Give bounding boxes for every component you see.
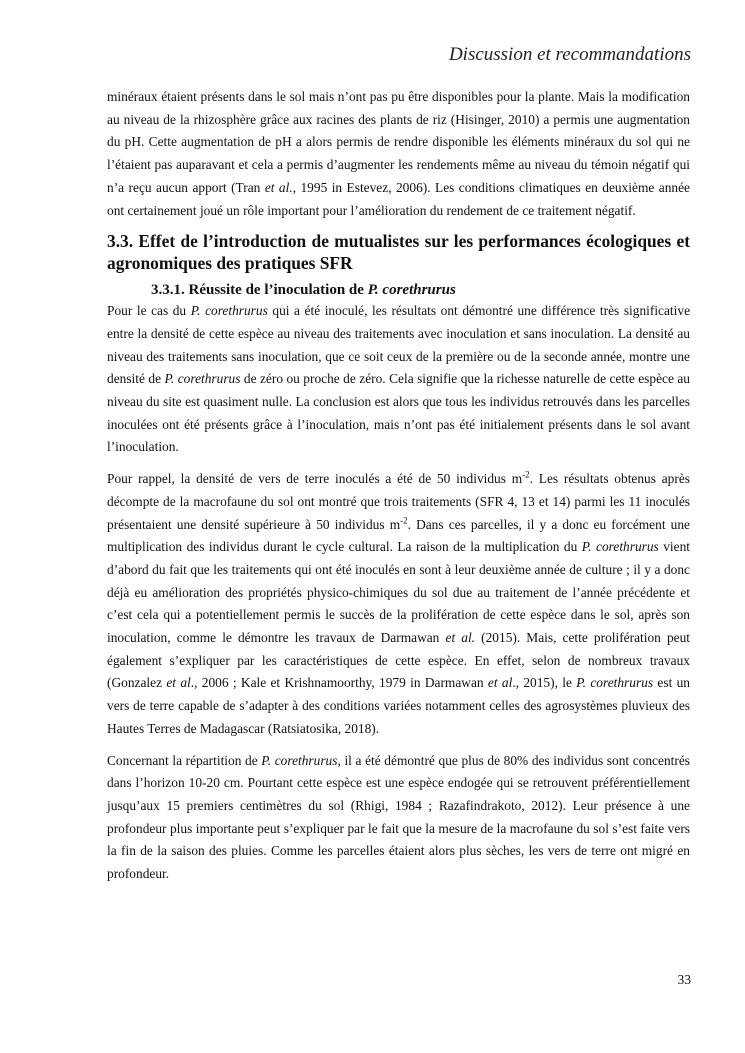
text-run: est un vers de terre capable de s’adapter à des conditions variées notamment celles des agrosystèmes pluvieux des Hautes Terres de Madagascar (Ratsiatosika, 2018). bbox=[107, 675, 690, 736]
italic-run: et al. bbox=[264, 179, 293, 195]
text-run: , il a été démontré que plus de 80% des individus sont concentrés dans l’horizon 10-20 cm. Pourtant cette espèce est une espèce endogée qui se retrouvent préférentiellement jusqu’aux 15 premiers centimètres du sol (Rhigi, 1984 ; Razafindrakoto, 2012). Leur présence à une profondeur plus importante peut s’expliquer par le fait que la mesure de la macrofaune du sol s’est faite vers la fin de la saison des pluies. Comme les parcelles étaient alors plus sèches, les vers de terre ont migré en profondeur. bbox=[107, 752, 690, 882]
species-name: P. corethrurus bbox=[581, 539, 659, 555]
heading-text: 3.3.1. Réussite de l’inoculation de bbox=[151, 282, 368, 299]
paragraph-1 bbox=[107, 86, 690, 222]
text-run: minéraux étaient présents dans le sol mais n’ont pas pu être disponibles pour la plante. Mais la modification au niveau de la rhizosphère grâce aux racines des plants de riz (Hisinger, 2010) a permis une augmentation du pH. Cette augmentation de pH a alors permis de rendre disponible les éléments minéraux du sol qui ne l’étaient pas auparavant et cela a permis d’augmenter les rendements même au niveau du témoin négatif qui n’a reçu aucun apport (Tran bbox=[107, 89, 690, 195]
text-run: de zéro ou proche de zéro. Cela signifie que la richesse naturelle de cette espèce au niveau du site est quasiment nulle. La conclusion est alors que tous les individus retrouvés dans les parcelles inoculées ont été présents grâce à l’inoculation, mais n’ont pas été initialement présents dans le sol avant l’inoculation. bbox=[107, 371, 690, 455]
italic-run: et al. bbox=[445, 630, 476, 646]
text-run: (2015). Mais, cette prolifération peut également s’expliquer par les caractéristiques de cette espèce. En effet, selon de nombreux travaux (Gonzalez bbox=[107, 630, 691, 691]
species-name: P. corethrurus bbox=[576, 675, 654, 691]
superscript: -2 bbox=[522, 469, 530, 480]
text-run: Pour rappel, la densité de vers de terre inoculés a été de 50 individus m bbox=[107, 471, 523, 487]
paragraph-4 bbox=[107, 750, 690, 886]
page-body bbox=[107, 86, 690, 886]
running-header: Discussion et recommandations bbox=[448, 44, 691, 65]
superscript: -2 bbox=[400, 515, 408, 526]
text-run: , 1995 in Estevez, 2006). Les conditions climatiques en deuxième année ont certainement joué un rôle important pour l’amélioration du rendement de ce traitement négatif. bbox=[107, 179, 690, 218]
text-run: vient d’abord du fait que les traitements qui ont été inoculés en sont à leur deuxième année de culture ; il y a donc déjà eu amélioration des propriétés physico-chimiques du sol due au traitement de l’année précédente et c’est cela qui a potentiellement permis le succès de la prolifération de cette espèce dans le sol, après son inoculation, comme le démontre les travaux de Darmawan bbox=[107, 539, 691, 646]
species-name: P. corethrurus bbox=[164, 371, 241, 387]
text-run: . Dans ces parcelles, il y a donc eu forcément une multiplication des individus durant le cycle cultural. La raison de la multiplication du bbox=[107, 516, 690, 555]
page-number: 33 bbox=[677, 972, 691, 987]
species-name: P. corethrurus bbox=[261, 752, 338, 768]
text-run: Pour le cas du bbox=[107, 303, 191, 319]
italic-run: et al bbox=[166, 675, 191, 691]
text-run: Concernant la répartition de bbox=[107, 752, 262, 768]
species-name: P. corethrurus bbox=[190, 303, 268, 319]
text-run: . Les résultats obtenus après décompte de la macrofaune du sol ont montré que trois traitements (SFR 4, 13 et 14) parmi les 11 inoculés présentaient une densité supérieure à 50 individus m bbox=[107, 471, 690, 532]
text-run: ., 2006 ; Kale et Krishnamoorthy, 1979 in Darmawan bbox=[190, 675, 488, 691]
paragraph-2 bbox=[107, 300, 690, 459]
text-run: qui a été inoculé, les résultats ont démontré une différence très significative entre la densité de cette espèce au niveau des traitements avec inoculation et sans inoculation. La densité au niveau des traitements sans inoculation, que ce soit ceux de la première ou de la seconde année, montre une densité de bbox=[107, 303, 691, 387]
text-run: ., 2015), le bbox=[512, 675, 577, 691]
italic-run: et al bbox=[487, 675, 513, 691]
paragraph-3 bbox=[107, 468, 690, 740]
subsection-heading bbox=[151, 280, 690, 300]
section-heading: 3.3. Effet de l’introduction de mutualistes sur les performances écologiques et agronomiques des pratiques SFR bbox=[107, 231, 690, 274]
species-name: P. corethrurus bbox=[367, 282, 456, 299]
